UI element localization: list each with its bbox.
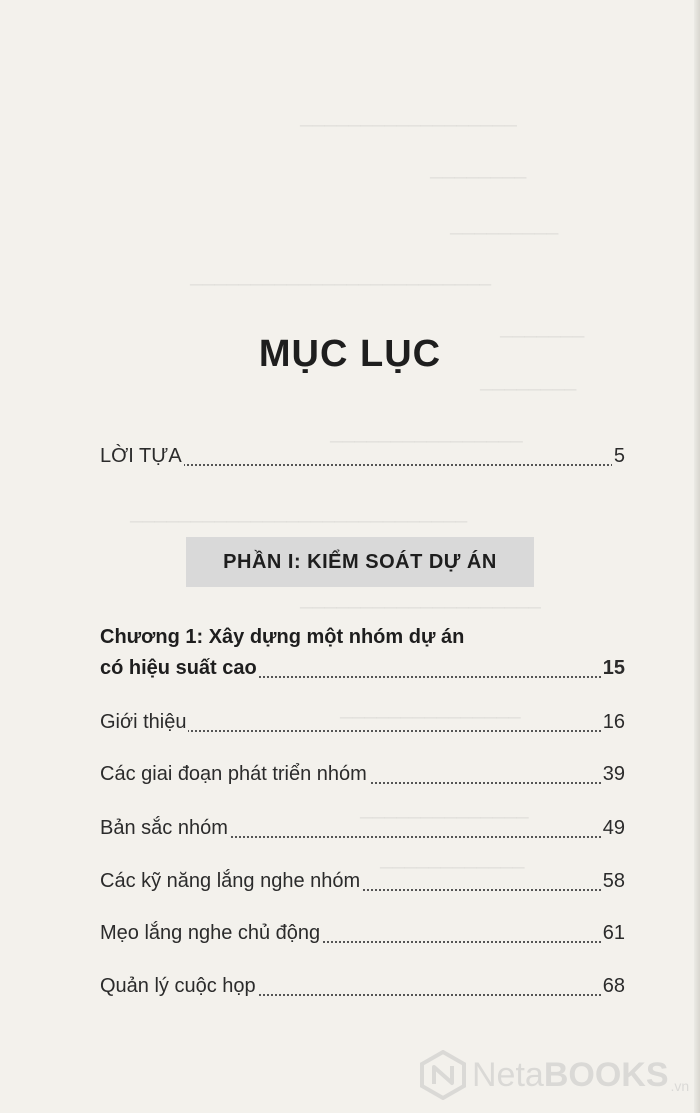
- chapter-title-line1[interactable]: Chương 1: Xây dựng một nhóm dự án: [100, 626, 465, 648]
- toc-entry-page: 49: [602, 817, 625, 839]
- toc-entry-label: Các kỹ năng lắng nghe nhóm: [100, 870, 361, 892]
- toc-entry[interactable]: [100, 812, 625, 842]
- page-title: MỤC LỤC: [258, 333, 442, 375]
- toc-entry-label: Quản lý cuộc họp: [100, 975, 256, 997]
- toc-entry-page: 58: [602, 870, 625, 892]
- watermark-domain-suffix: .vn: [670, 1078, 690, 1094]
- toc-entry[interactable]: [100, 865, 625, 895]
- watermark-brand: NetaBOOKS: [472, 1055, 669, 1094]
- toc-entry-label: LỜI TỰA: [100, 445, 182, 467]
- toc-entry[interactable]: [100, 917, 625, 947]
- toc-entry-page: 16: [602, 711, 625, 733]
- toc-entry-page: 39: [602, 763, 625, 785]
- toc-entry-page: 15: [602, 657, 625, 679]
- toc-entry-preface[interactable]: [100, 440, 625, 470]
- toc-entry-label: Giới thiệu: [100, 711, 187, 733]
- toc-entry-label: Các giai đoạn phát triển nhóm: [100, 763, 367, 785]
- toc-entry-label: Bản sắc nhóm: [100, 817, 228, 839]
- toc-entry-page: 61: [602, 922, 625, 944]
- toc-entry-label: Mẹo lắng nghe chủ động: [100, 922, 321, 944]
- toc-entry[interactable]: [100, 706, 625, 736]
- toc-entry-page: 68: [602, 975, 625, 997]
- netabooks-logo-icon: [420, 1050, 466, 1100]
- toc-entry-chapter-1[interactable]: [100, 652, 625, 682]
- bleed-through-texture: ────────────────── ──────── ───────── ───────────────────────── ─────── ──────── ──────────────── ──────────────────────────── ──────────────────── ─────────────── ────────────── ────────────: [130, 116, 585, 877]
- toc-entry-page: 5: [613, 445, 625, 467]
- chapter-title-line2: có hiệu suất cao: [100, 657, 257, 679]
- part-heading: PHẦN I: KIỂM SOÁT DỰ ÁN: [186, 537, 534, 587]
- toc-entry[interactable]: [100, 758, 625, 788]
- toc-entry[interactable]: [100, 970, 625, 1000]
- netabooks-watermark: [420, 1048, 689, 1102]
